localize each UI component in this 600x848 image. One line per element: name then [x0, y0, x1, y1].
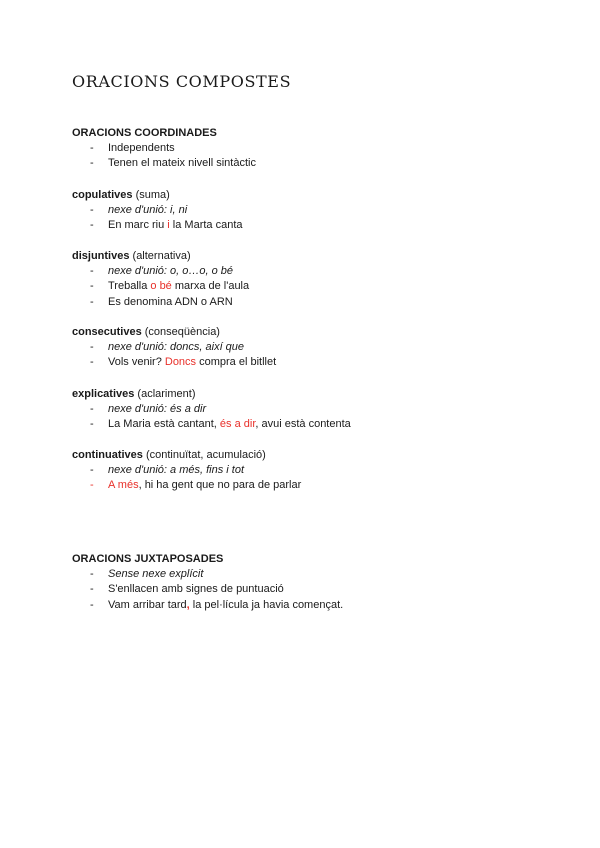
consecutives-heading: consecutives (conseqüència): [72, 326, 220, 338]
list-item: - nexe d'unió: doncs, així que: [90, 341, 245, 353]
coordinades-section: [72, 126, 256, 172]
list-item: - A més, hi ha gent que no para de parlar: [90, 479, 302, 492]
continuatives-heading: continuatives (continuïtat, acumulació): [72, 449, 266, 461]
list-item: - Es denomina ADN o ARN: [90, 295, 233, 308]
list-item: - Independents: [90, 142, 175, 154]
list-item: - nexe d'unió: a més, fins i tot: [90, 464, 245, 476]
highlight-nexus: i: [167, 219, 170, 232]
explicatives-heading: explicatives (aclariment): [72, 388, 196, 400]
list-item: - Vols venir? Doncs compra el bitllet: [90, 356, 277, 369]
disjuntives-heading: disjuntives (alternativa): [72, 250, 191, 262]
highlight-nexus: o bé: [150, 280, 172, 293]
list-item: - nexe d'unió: i, ni: [90, 204, 188, 216]
highlight-comma: ,: [186, 598, 190, 611]
list-item: - S'enllacen amb signes de puntuació: [90, 583, 284, 596]
juxtaposades-section: [72, 552, 343, 613]
list-item: - nexe d'unió: o, o…o, o bé: [90, 265, 234, 277]
list-item: - nexe d'unió: és a dir: [90, 403, 207, 415]
consecutives-section: [72, 325, 276, 371]
copulatives-section: [72, 188, 243, 234]
list-item: - Treballa o bé marxa de l'aula: [90, 280, 250, 293]
juxtaposades-heading: ORACIONS JUXTAPOSADES: [72, 553, 224, 565]
page-title: ORACIONS COMPOSTES: [72, 72, 292, 91]
explicatives-section: [72, 387, 351, 433]
list-item: - Sense nexe explícit: [90, 568, 204, 580]
disjuntives-section: [72, 249, 249, 310]
copulatives-heading: copulatives (suma): [72, 189, 170, 201]
list-item: - En marc riu i la Marta canta: [90, 219, 243, 232]
list-item: - Tenen el mateix nivell sintàctic: [90, 157, 256, 170]
list-item: - La Maria està cantant, és a dir, avui està contenta: [90, 418, 351, 431]
coordinades-heading: ORACIONS COORDINADES: [72, 127, 217, 139]
continuatives-section: [72, 448, 301, 494]
highlight-nexus: és a dir: [219, 418, 256, 431]
highlight-nexus: A més: [108, 479, 139, 492]
list-item: - Vam arribar tard, la pel·lícula ja havia començat.: [90, 598, 344, 611]
highlight-nexus: Doncs: [164, 356, 197, 369]
